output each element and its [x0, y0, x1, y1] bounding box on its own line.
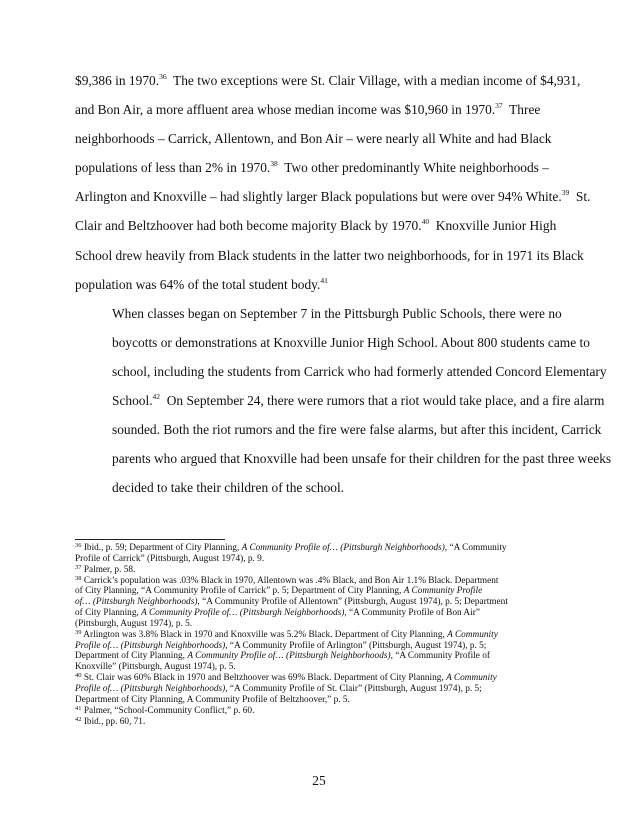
text-run: , “A Community Profile of Allentown” (Pittsburgh, August 1974), p. 5; Department	[197, 597, 508, 608]
text-run: parents who argued that Knoxville had been unsafe for their children for the past three weeks	[112, 451, 612, 467]
text-run: populations of less than 2% in 1970.	[75, 160, 271, 176]
text-line	[75, 124, 560, 153]
footnote-number: 42	[75, 715, 82, 723]
body-text	[75, 66, 612, 502]
italic-title: Profile of… (Pittsburgh Neighborhoods)	[75, 683, 226, 694]
text-run: neighborhoods – Carrick, Allentown, and Bon Air – were nearly all White and had Black	[75, 131, 552, 147]
footnote-number: 37	[75, 563, 82, 571]
text-run: Palmer, “School-Community Conflict,” p. 60.	[81, 705, 255, 716]
text-run: $9,386 in 1970.	[75, 73, 160, 88]
footnote-reference[interactable]: 36	[159, 72, 167, 81]
paragraph-1	[75, 66, 591, 299]
footnote-reference[interactable]: 38	[270, 159, 278, 169]
paragraph-2	[75, 299, 612, 503]
text-line	[75, 270, 560, 299]
footnote-42	[75, 717, 565, 728]
footnote-separator	[75, 539, 225, 540]
footnote-line	[75, 673, 565, 684]
italic-title: A Community Profile of… (Pittsburgh Neighborhoods)	[141, 608, 345, 619]
text-line	[75, 357, 607, 386]
footnote-reference[interactable]: 42	[152, 392, 161, 402]
footnote-line	[75, 641, 565, 652]
text-run: Knoxville” (Pittsburgh, August 1974), p. 5.	[75, 662, 236, 673]
footnote-line	[75, 576, 565, 587]
text-run: , “A Community	[444, 543, 507, 553]
page-number: 25	[312, 773, 326, 788]
footnote-line	[75, 662, 565, 673]
text-line	[75, 241, 584, 270]
footnote-reference[interactable]: 40	[421, 217, 430, 227]
footnote-line	[75, 706, 565, 717]
text-run: The two exceptions were St. Clair Village, with a median income of $4,931,	[166, 73, 581, 88]
footnote-line	[75, 695, 565, 706]
footnote-37	[75, 565, 565, 576]
text-run: Profile of Carrick” (Pittsburgh, August 1974), p. 9.	[75, 553, 265, 564]
footnote-line	[75, 597, 565, 608]
footnote-reference[interactable]: 39	[561, 188, 570, 198]
footnote-41	[75, 706, 565, 717]
text-run: Palmer, p. 58.	[81, 564, 136, 575]
footnotes	[75, 543, 565, 727]
italic-title: A Community	[447, 629, 498, 640]
text-run: school, including the students from Carrick who had formerly attended Concord Elementary	[112, 363, 607, 379]
text-run: (Pittsburgh, August 1974), p. 5.	[75, 618, 193, 629]
text-line	[75, 415, 602, 444]
text-run: On September 24, there were rumors that a riot would take place, and a fire alarm	[160, 393, 605, 409]
text-run: St.	[569, 189, 591, 205]
text-run: Carrick’s population was .03% Black in 1970, Allentown was .4% Black, and Bon Air 1.1% Black. Department	[81, 575, 499, 586]
text-run: Three	[502, 102, 541, 118]
footnote-number: 36	[75, 542, 82, 549]
text-line	[75, 66, 581, 95]
text-run: Clair and Beltzhoover had both become majority Black by 1970.	[75, 218, 422, 234]
italic-title: A Community Profile of… (Pittsburgh Neighborhoods)	[241, 543, 445, 553]
footnote-line	[75, 608, 565, 619]
footnote-number: 39	[75, 628, 82, 636]
footnote-39	[75, 630, 565, 673]
text-run: of City Planning, “A Community Profile of Carrick” p. 5; Department of City Planning,	[75, 586, 404, 597]
footnote-line	[75, 586, 565, 597]
text-line	[75, 153, 560, 182]
text-line	[75, 386, 605, 415]
text-run: Department of City Planning, A Community Profile of Beltzhoover,” p. 5.	[75, 694, 350, 705]
text-run: boycotts or demonstrations at Knoxville Junior High School. About 800 students came to	[112, 334, 590, 350]
text-run: , “A Community Profile of	[390, 651, 490, 662]
text-run: Ibid., p. 59; Department of City Planning,	[81, 543, 242, 553]
text-run: Department of City Planning,	[75, 651, 188, 662]
italic-title: Profile of… (Pittsburgh Neighborhoods)	[75, 640, 226, 651]
text-line	[75, 328, 590, 357]
text-run: , “A Community Profile of Arlington” (Pittsburgh, August 1974), p. 5;	[225, 640, 487, 651]
text-line	[75, 95, 560, 124]
footnote-line	[75, 565, 565, 576]
text-line	[75, 211, 560, 240]
footnote-line	[75, 684, 565, 695]
footnote-line	[75, 554, 565, 565]
text-run: St. Clair was 60% Black in 1970 and Beltzhoover was 69% Black. Department of City Planning,	[81, 673, 447, 684]
italic-title: A Community Profile of… (Pittsburgh Neighborhoods)	[187, 651, 391, 662]
footnote-line	[75, 717, 565, 728]
text-run: Arlington was 3.8% Black in 1970 and Knoxville was 5.2% Black. Department of City Planning,	[81, 629, 448, 640]
text-run: When classes began on September 7 in the Pittsburgh Public Schools, there were no	[112, 305, 562, 321]
footnote-line	[75, 543, 565, 554]
text-line	[75, 444, 612, 473]
text-run: School.	[112, 393, 153, 409]
footnote-number: 40	[75, 672, 82, 680]
text-run: and Bon Air, a more affluent area whose median income was $10,960 in 1970.	[75, 102, 496, 118]
text-run: Knoxville Junior High	[429, 218, 557, 234]
footnote-36	[75, 543, 565, 565]
footnote-40	[75, 673, 565, 706]
text-line	[75, 473, 560, 502]
italic-title: of… (Pittsburgh Neighborhoods)	[75, 597, 198, 608]
text-run: population was 64% of the total student body.	[75, 276, 321, 292]
text-line	[75, 299, 560, 328]
footnote-line	[75, 619, 565, 630]
footnote-reference[interactable]: 41	[320, 275, 328, 285]
text-run: of City Planning,	[75, 608, 142, 619]
footnote-number: 41	[75, 704, 82, 712]
footnote-line	[75, 630, 565, 641]
text-run: decided to take their children of the school.	[112, 480, 345, 496]
text-run: , “A Community Profile of Bon Air”	[344, 608, 480, 619]
footnote-reference[interactable]: 37	[495, 101, 503, 111]
text-run: School drew heavily from Black students in the latter two neighborhoods, for in 1971 its Black	[75, 247, 584, 263]
text-run: sounded. Both the riot rumors and the fire were false alarms, but after this incident, Carrick	[112, 422, 602, 438]
footnote-number: 38	[75, 574, 82, 582]
italic-title: A Community Profile	[403, 586, 483, 597]
text-run: Two other predominantly White neighborhoods –	[277, 160, 549, 176]
text-run: Ibid., pp. 60, 71.	[81, 716, 146, 727]
text-run: , “A Community Profile of St. Clair” (Pittsburgh, August 1974), p. 5;	[225, 683, 482, 694]
footnote-38	[75, 576, 565, 630]
italic-title: A Community	[446, 673, 497, 684]
footnote-line	[75, 651, 565, 662]
text-line	[75, 182, 591, 211]
text-run: Arlington and Knoxville – had slightly larger Black populations but were over 94% White.	[75, 189, 562, 205]
